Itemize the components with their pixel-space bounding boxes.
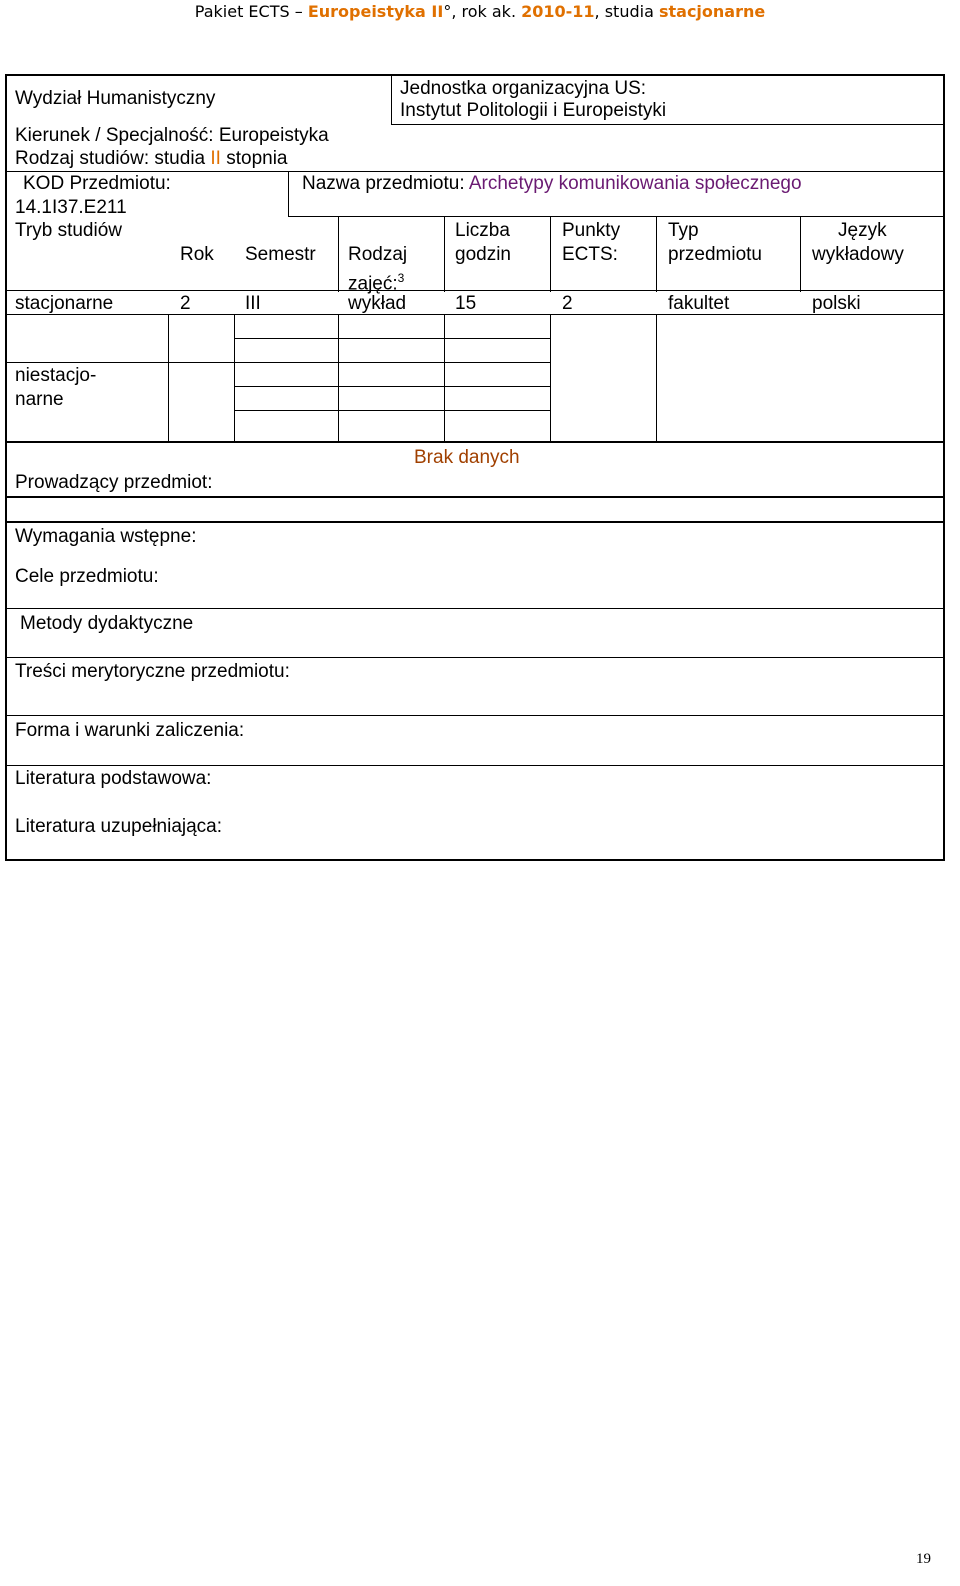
study-type-prefix: Rodzaj studiów: studia [15, 148, 211, 169]
grid-v-4 [444, 314, 445, 442]
section-div-3 [6, 715, 944, 716]
row-full-time-mode: stacjonarne [15, 293, 114, 314]
divider-unit-bottom [391, 124, 944, 125]
th-course-type-1: Typ [668, 220, 699, 241]
page-number: 19 [916, 1551, 931, 1567]
course-name-value: Archetypy komunikowania społecznego [468, 173, 802, 194]
th-ects-1: Punkty [562, 220, 621, 241]
section-div-1 [6, 608, 944, 609]
lecturer-bottom [5, 496, 945, 498]
th-course-type-2: przedmiotu [668, 244, 762, 265]
unit-label: Jednostka organizacyjna US: [400, 78, 647, 99]
col-div-punkty [550, 216, 551, 292]
header-mode: stacjonarne [658, 2, 766, 21]
faculty-name: Wydział Humanistyczny [15, 88, 216, 109]
lecturer-label: Prowadzący przedmiot: [15, 472, 213, 493]
frame-right [943, 74, 945, 861]
study-type-suffix: stopnia [220, 148, 288, 169]
th-class-type-1: Rodzaj [348, 244, 408, 265]
grid-v-3 [338, 314, 339, 442]
col-div-liczba [444, 216, 445, 292]
th-class-type-2-text: zajęć: [348, 273, 398, 295]
divider-code-name [288, 171, 289, 217]
unit-name: Instytut Politologii i Europeistyki [400, 100, 667, 121]
course-code-label: KOD Przedmiotu: [23, 173, 171, 194]
direction: Kierunek / Specjalność: Europeistyka [15, 125, 329, 146]
header-text-1: Pakiet ECTS – [194, 2, 308, 21]
header-program: Europeistyka II [307, 2, 444, 21]
footnote-marker: 3 [397, 271, 405, 285]
row-div-header [6, 290, 944, 291]
study-type-degree: II [210, 148, 221, 169]
frame-top [5, 74, 945, 76]
course-code-value: 14.1I37.E211 [15, 197, 127, 218]
running-header [0, 2, 960, 21]
objectives-label: Cele przedmiotu: [15, 566, 159, 587]
grid-h-3 [234, 386, 551, 387]
methods-label: Metody dydaktyczne [20, 613, 194, 634]
content-label: Treści merytoryczne przedmiotu: [15, 661, 290, 682]
section-div-2 [6, 657, 944, 658]
section-div-4 [6, 765, 944, 766]
grid-v-6 [656, 314, 657, 442]
row-part-time-mode-1: niestacjo- [15, 365, 97, 386]
th-mode: Tryb studiów [15, 220, 122, 241]
assessment-label: Forma i warunki zaliczenia: [15, 720, 245, 741]
literature-basic-label: Literatura podstawowa: [15, 768, 212, 789]
row-part-time-mode-2: narne [15, 389, 64, 410]
row-div-table-end [5, 441, 945, 443]
header-year: 2010-11 [521, 2, 595, 21]
row-full-time-ects: 2 [562, 293, 573, 314]
divider-right [943, 124, 944, 172]
study-type [15, 148, 288, 170]
divider-code-bottom [288, 216, 944, 217]
col-div-jezyk [800, 216, 801, 292]
grid-h-2 [6, 362, 551, 363]
divider-code-top [6, 171, 944, 172]
th-language-1: Język [838, 220, 887, 241]
literature-extra-label: Literatura uzupełniająca: [15, 816, 223, 837]
prerequisites-label: Wymagania wstępne: [15, 526, 197, 547]
frame-bottom [5, 859, 945, 861]
grid-v-2 [234, 314, 235, 442]
lecturer-left [5, 443, 6, 521]
th-hours-1: Liczba [455, 220, 510, 241]
row-full-time-class-type: wykład [348, 293, 407, 314]
th-hours-2: godzin [455, 244, 511, 265]
course-name [302, 173, 802, 195]
grid-h-1 [234, 338, 551, 339]
divider-unit [391, 75, 392, 125]
row-full-time-hours: 15 [455, 293, 477, 314]
row-full-time-semester: III [245, 293, 261, 314]
th-ects-2: ECTS: [562, 244, 618, 265]
col-div-rodzaj [338, 216, 339, 292]
row-full-time-year: 2 [180, 293, 191, 314]
th-year: Rok [180, 244, 214, 265]
grid-v-1 [168, 314, 169, 442]
row-full-time-course-type: fakultet [668, 293, 730, 314]
course-name-label: Nazwa przedmiotu: [302, 173, 469, 194]
col-div-typ [656, 216, 657, 292]
th-class-type-2 [348, 267, 404, 295]
grid-h-4 [234, 410, 551, 411]
lecturer-bottom-2 [5, 521, 945, 523]
grid-v-5 [550, 314, 551, 442]
th-language-2: wykładowy [812, 244, 904, 265]
row-full-time-language: polski [812, 293, 861, 314]
lecturer-value: Brak danych [414, 447, 520, 468]
th-semester: Semestr [245, 244, 316, 265]
header-text-3: , studia [594, 2, 659, 21]
header-text-2: °, rok ak. [443, 2, 522, 21]
